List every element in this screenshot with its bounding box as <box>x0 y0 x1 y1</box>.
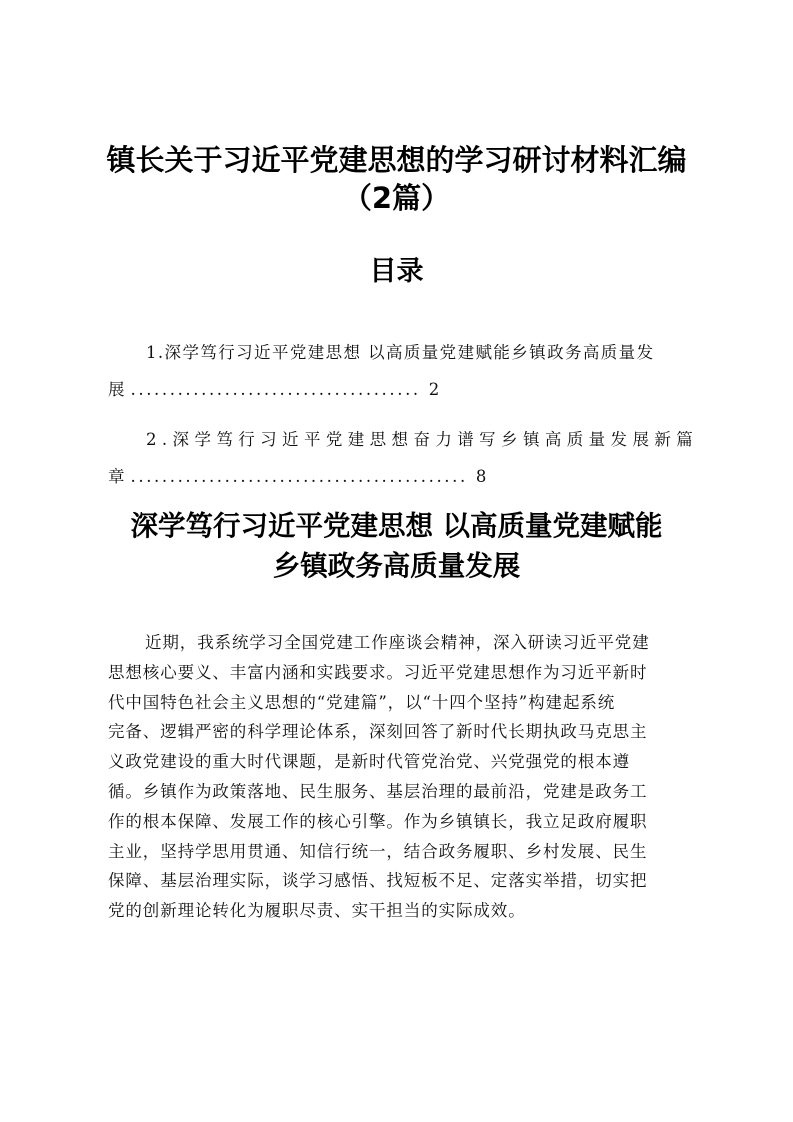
document-title-line-2: （2篇） <box>342 181 451 215</box>
toc-heading: 目录 <box>369 256 424 287</box>
paragraph-line: 作的根本保障、发展工作的核心引擎。作为乡镇镇长，我立足政府履职 <box>108 811 648 831</box>
toc-entry-2-line-2 <box>108 458 700 495</box>
toc-entry-2-leader: ........................................... <box>130 467 468 486</box>
toc-entry-1-line-1: 1.深学笃行习近平党建思想 以高质量党建赋能乡镇政务高质量发 <box>146 343 655 362</box>
paragraph-line: 完备、逻辑严密的科学理论体系，深刻回答了新时代长期执政马克思主 <box>108 722 648 742</box>
toc-entry-1-tail: 展 <box>108 380 125 399</box>
paragraph-line: 主业，坚持学思用贯通、知信行统一，结合政务履职、乡村发展、民生 <box>108 841 648 861</box>
section-title-line-1: 深学笃行习近平党建思想 以高质量党建赋能 <box>130 510 663 542</box>
paragraph-line: 近期，我系统学习全国党建工作座谈会精神，深入研读习近平党建 <box>145 633 650 652</box>
toc-entry-1-line-2 <box>108 371 700 408</box>
paragraph-line: 思想核心要义、丰富内涵和实践要求。习近平党建思想作为习近平新时 <box>108 662 648 682</box>
toc-entry-2-line-1: 2.深学笃行习近平党建思想奋力谱写乡镇高质量发展新篇 <box>146 430 699 449</box>
paragraph-line: 代中国特色社会主义思想的“党建篇”，以“十四个坚持”构建起系统 <box>108 692 616 712</box>
section-title-line-2: 乡镇政务高质量发展 <box>272 550 521 582</box>
document-title-line-1: 镇长关于习近平党建思想的学习研讨材料汇编 <box>106 143 687 177</box>
toc-entry-1-leader: ..................................... <box>130 380 421 399</box>
toc-entry-2[interactable] <box>108 421 700 495</box>
toc-entry-1-page-number: 2 <box>428 380 440 399</box>
toc-entry-2-tail: 章 <box>108 467 125 486</box>
section-title <box>60 506 733 586</box>
toc-entry-2-page-number: 8 <box>475 467 487 486</box>
paragraph-line: 保障、基层治理实际，谈学习感悟、找短板不足、定落实举措，切实把 <box>108 871 648 891</box>
document-title <box>60 141 733 217</box>
paragraph-line: 义政党建设的重大时代课题，是新时代管党治党、兴党强党的根本遵 <box>108 752 630 772</box>
toc-entry-1[interactable] <box>108 334 700 408</box>
paragraph-line: 党的创新理论转化为履职尽责、实干担当的实际成效。 <box>108 901 526 921</box>
body-paragraph <box>108 628 700 926</box>
paragraph-line: 循。乡镇作为政策落地、民生服务、基层治理的最前沿，党建是政务工 <box>108 781 648 801</box>
